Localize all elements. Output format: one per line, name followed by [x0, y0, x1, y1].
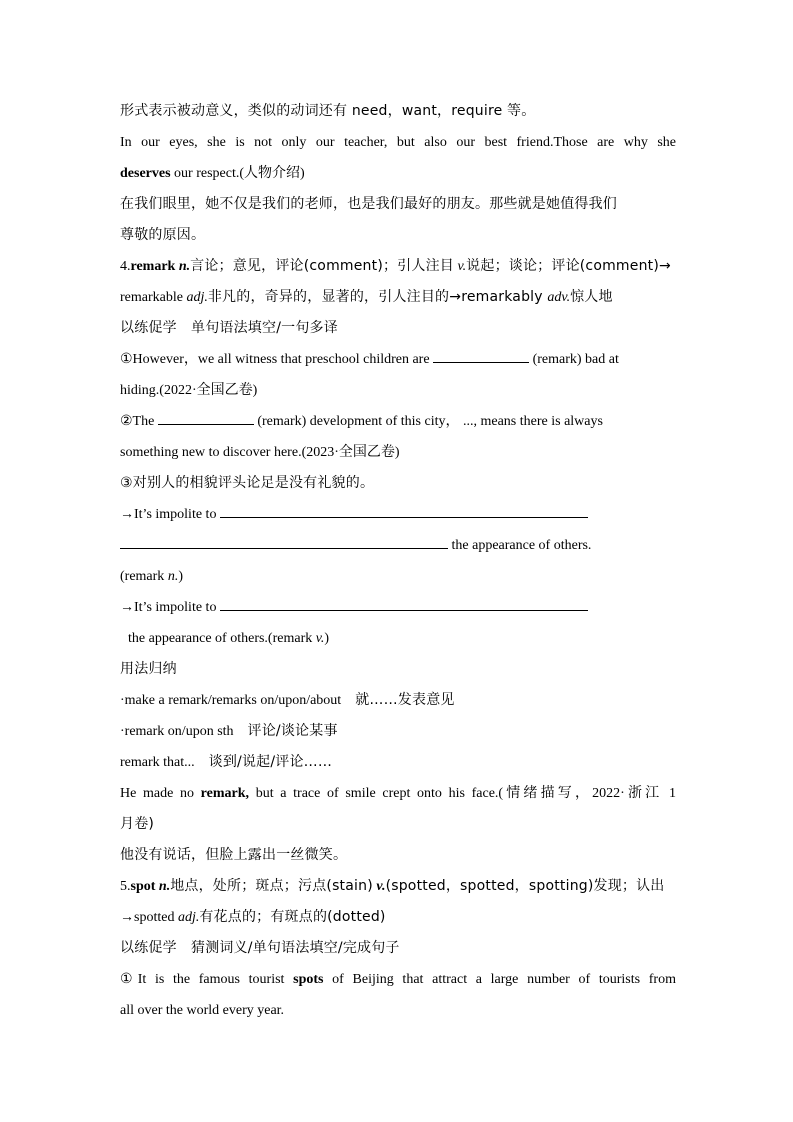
exercise-line: →It’s impolite to [120, 499, 676, 530]
headword: remark [130, 259, 176, 274]
translation-line: 他没有说话，但脸上露出一丝微笑。 [120, 847, 348, 863]
section-heading: 以练促学 单句语法填空/一句多译 [120, 320, 338, 336]
answer-blank[interactable] [220, 500, 588, 518]
exercise-line: →It’s impolite to [120, 592, 676, 623]
answer-blank[interactable] [120, 531, 448, 549]
exercise-line: ①However，we all witness that preschool children are (remark) bad at [120, 344, 676, 375]
exercise-line: ②The (remark) development of this city， ..., means there is always [120, 406, 676, 437]
vocab-entry-remark: 4.remark n.言论；意见，评论(comment)；引人注目 v.说起；谈论；评论(comment)→ [120, 258, 671, 274]
text-line: 形式表示被动意义，类似的动词还有 need，want，require 等。 [120, 103, 536, 119]
section-heading: 以练促学 猜测词义/单句语法填空/完成句子 [120, 940, 400, 956]
bold-keyword: remark, [200, 786, 250, 801]
usage-item: ·remark on/upon sth 评论/谈论某事 [120, 723, 338, 739]
bold-keyword: deserves [120, 166, 171, 181]
example-sentence: He made no remark, but a trace of smile crept onto his face.(情绪描写，2022·浙江 1 [120, 786, 676, 801]
usage-item: remark that... 谈到/说起/评论…… [120, 754, 333, 770]
text-line: deserves our respect.(人物介绍) [120, 166, 305, 181]
section-heading: 用法归纳 [120, 661, 177, 677]
bold-keyword: spots [293, 972, 324, 987]
text-line: →spotted adj.有花点的；有斑点的(dotted) [120, 909, 386, 925]
headword: spot [130, 879, 156, 894]
text-line: remarkable adj.非凡的，奇异的，显著的，引人注目的→remarkably adv.惊人地 [120, 289, 613, 305]
exercise-line: ①It is the famous tourist spots of Beijing that attract a large number of tourists from [120, 972, 676, 987]
translation-line: 尊敬的原因。 [120, 227, 206, 243]
document-page [120, 96, 676, 1026]
text-line: the appearance of others.(remark v.) [128, 631, 330, 646]
text-line: hiding.(2022·全国乙卷) [120, 383, 258, 398]
text-line: something new to discover here.(2023·全国乙卷) [120, 445, 400, 460]
text-line: In our eyes, she is not only our teacher, but also our best friend.Those are why she [120, 135, 676, 150]
text-line: all over the world every year. [120, 1003, 285, 1018]
translation-line: 在我们眼里，她不仅是我们的老师，也是我们最好的朋友。那些就是她值得我们 [120, 196, 617, 212]
exercise-line: the appearance of others. [120, 530, 676, 561]
text-line: 月卷) [120, 816, 155, 832]
answer-blank[interactable] [158, 407, 254, 425]
answer-blank[interactable] [433, 345, 529, 363]
text-line: (remark n.) [120, 569, 183, 584]
answer-blank[interactable] [220, 593, 588, 611]
exercise-line: ③对别人的相貌评头论足是没有礼貌的。 [120, 475, 375, 491]
vocab-entry-spot: 5.spot n.地点，处所；斑点；污点(stain) v.(spotted，spotted，spotting)发现；认出 [120, 878, 665, 894]
usage-item: ·make a remark/remarks on/upon/about 就……发表意见 [120, 692, 455, 708]
